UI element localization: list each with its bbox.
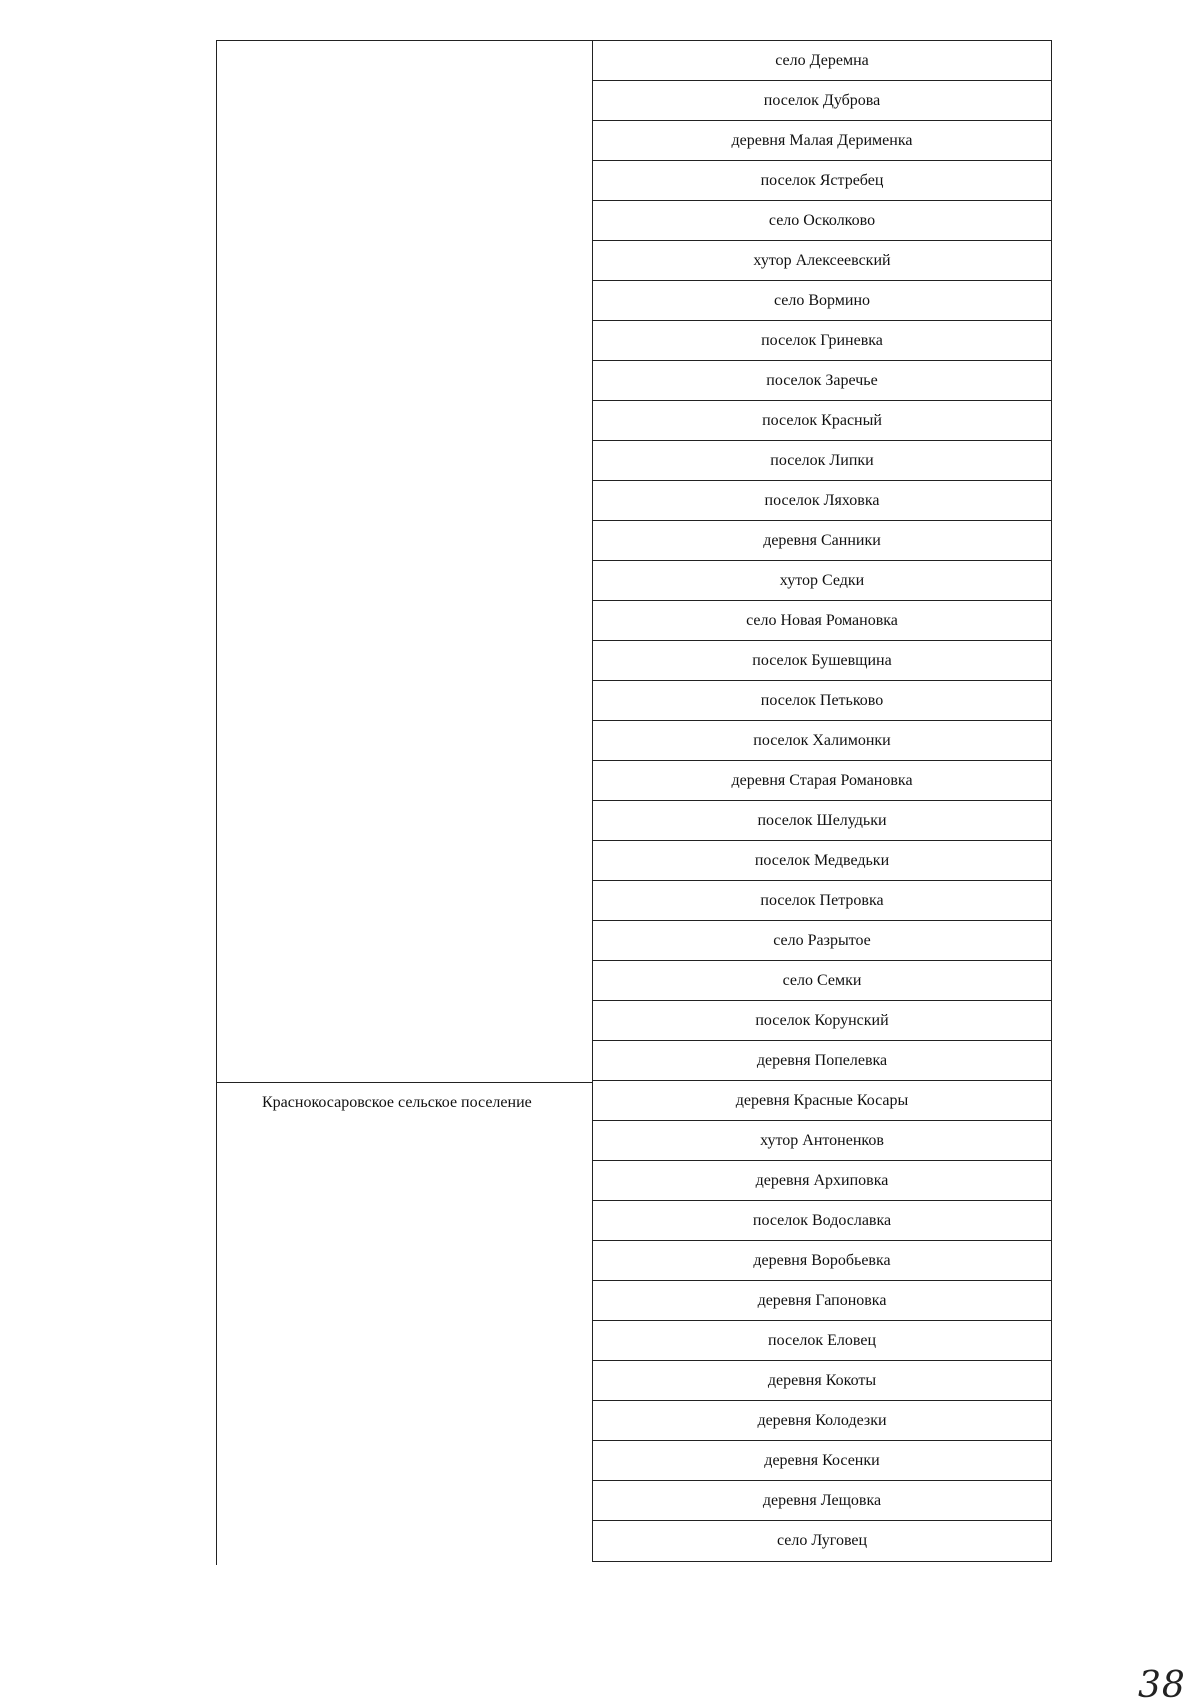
settlement-row: поселок Медведьки [593,841,1051,881]
handwritten-page-number: 38 [1138,1665,1186,1706]
settlement-row: село Вормино [593,281,1051,321]
district-column [216,40,592,1565]
settlement-row: деревня Санники [593,521,1051,561]
settlement-row: деревня Воробьевка [593,1241,1051,1281]
settlements-list [592,40,1052,1562]
settlement-row: деревня Попелевка [593,1041,1051,1081]
settlement-row: деревня Колодезки [593,1401,1051,1441]
settlement-row: село Деремна [593,41,1051,81]
settlement-row: село Новая Романовка [593,601,1051,641]
settlement-row: поселок Петровка [593,881,1051,921]
settlement-row: поселок Петьково [593,681,1051,721]
settlement-row: поселок Гриневка [593,321,1051,361]
settlement-row: деревня Старая Романовка [593,761,1051,801]
settlement-row: хутор Алексеевский [593,241,1051,281]
settlement-row: поселок Заречье [593,361,1051,401]
settlement-row: село Разрытое [593,921,1051,961]
settlement-row: поселок Дуброва [593,81,1051,121]
settlement-row: хутор Седки [593,561,1051,601]
settlement-row: деревня Кокоты [593,1361,1051,1401]
settlement-row: деревня Красные Косары [593,1081,1051,1121]
settlement-row: поселок Водославка [593,1201,1051,1241]
settlement-row: деревня Гапоновка [593,1281,1051,1321]
settlement-row: село Семки [593,961,1051,1001]
settlement-group-label: Краснокосаровское сельское поселение [262,1094,532,1111]
settlement-row: поселок Еловец [593,1321,1051,1361]
settlement-row: деревня Лещовка [593,1481,1051,1521]
settlement-row: поселок Шелудьки [593,801,1051,841]
settlement-row: поселок Бушевщина [593,641,1051,681]
settlement-row: деревня Косенки [593,1441,1051,1481]
settlement-row: поселок Корунский [593,1001,1051,1041]
settlement-row: деревня Архиповка [593,1161,1051,1201]
settlement-row: поселок Ляховка [593,481,1051,521]
group-divider [216,1082,592,1083]
settlement-row: деревня Малая Дерименка [593,121,1051,161]
settlement-row: село Осколково [593,201,1051,241]
settlement-row: поселок Ястребец [593,161,1051,201]
settlement-row: поселок Красный [593,401,1051,441]
settlement-row: поселок Халимонки [593,721,1051,761]
settlement-row: хутор Антоненков [593,1121,1051,1161]
settlement-row: поселок Липки [593,441,1051,481]
settlement-row: село Луговец [776,1532,868,1549]
